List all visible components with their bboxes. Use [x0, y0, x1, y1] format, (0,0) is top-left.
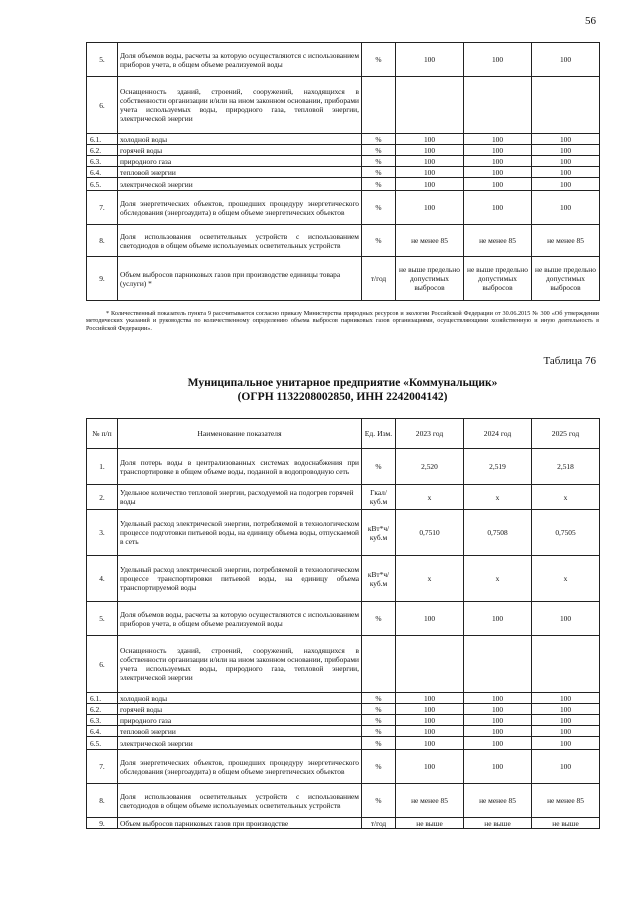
- row-number: 1.: [87, 449, 118, 485]
- value-cell: 100: [532, 191, 600, 225]
- row-number: 3.: [87, 510, 118, 556]
- value-cell: 100: [464, 167, 532, 178]
- indicator-name: Объем выбросов парниковых газов при производстве единицы товара (услуги) *: [118, 257, 362, 301]
- indicator-name: Удельное количество тепловой энергии, расходуемой на подогрев горячей воды: [118, 485, 362, 510]
- row-number: 6.1.: [87, 693, 118, 704]
- value-cell: не выше: [532, 818, 600, 829]
- value-cell: не выше предельно допустимых выбросов: [396, 257, 464, 301]
- value-cell: x: [396, 556, 464, 602]
- value-cell: 100: [464, 726, 532, 737]
- value-cell: 100: [396, 737, 464, 750]
- value-cell: не выше предельно допустимых выбросов: [464, 257, 532, 301]
- column-header-name: Наименование показателя: [118, 419, 362, 449]
- value-cell: 100: [396, 715, 464, 726]
- table-row: [87, 77, 600, 134]
- value-cell: x: [396, 485, 464, 510]
- value-cell: 100: [532, 602, 600, 636]
- table-row: [87, 43, 600, 77]
- unit-cell: %: [362, 602, 396, 636]
- value-cell: 100: [532, 693, 600, 704]
- column-header-number: № п/п: [87, 419, 118, 449]
- table-row: [87, 145, 600, 156]
- table-row: [87, 134, 600, 145]
- page-number: 56: [585, 15, 596, 27]
- table-row: [87, 704, 600, 715]
- table-row: [87, 225, 600, 257]
- value-cell: не выше: [464, 818, 532, 829]
- row-number: 7.: [87, 750, 118, 784]
- indicator-name: горячей воды: [118, 145, 362, 156]
- value-cell: 100: [464, 693, 532, 704]
- row-number: 6.5.: [87, 178, 118, 191]
- value-cell: 100: [532, 750, 600, 784]
- value-cell: 2,519: [464, 449, 532, 485]
- table-row: [87, 726, 600, 737]
- value-cell: [464, 636, 532, 693]
- footnote: * Количественный показатель пункта 9 рассчитывается согласно приказу Министерства природных ресурсов и экологии Российской Федерации от 30.06.2015 № 300 «Об утверждении методических указаний и руководства по количественному определению объема выбросов парниковых газов организациями, осуществляющими хозяйственную и иную деятельность в Российской Федерации».: [86, 310, 599, 332]
- table-row: [87, 737, 600, 750]
- value-cell: 100: [464, 191, 532, 225]
- value-cell: 100: [464, 134, 532, 145]
- row-number: 6.3.: [87, 715, 118, 726]
- indicator-name: природного газа: [118, 156, 362, 167]
- unit-cell: %: [362, 225, 396, 257]
- row-number: 2.: [87, 485, 118, 510]
- row-number: 5.: [87, 43, 118, 77]
- indicator-name: холодной воды: [118, 693, 362, 704]
- unit-cell: %: [362, 693, 396, 704]
- organization-name: Муниципальное унитарное предприятие «Коммунальщик»: [187, 377, 498, 389]
- value-cell: [532, 77, 600, 134]
- row-number: 8.: [87, 225, 118, 257]
- value-cell: [396, 77, 464, 134]
- row-number: 8.: [87, 784, 118, 818]
- unit-cell: %: [362, 715, 396, 726]
- table-row: [87, 693, 600, 704]
- indicator-name: тепловой энергии: [118, 726, 362, 737]
- value-cell: 100: [532, 737, 600, 750]
- value-cell: 100: [532, 178, 600, 191]
- value-cell: x: [532, 485, 600, 510]
- indicator-name: Удельный расход электрической энергии, потребляемой в технологическом процессе транспортировки питьевой воды, на единицу объема транспортируемой воды: [118, 556, 362, 602]
- value-cell: 0,7505: [532, 510, 600, 556]
- unit-cell: %: [362, 43, 396, 77]
- value-cell: 100: [464, 602, 532, 636]
- indicator-name: Доля использования осветительных устройств с использованием светодиодов в общем объеме используемых осветительных устройств: [118, 225, 362, 257]
- row-number: 6.4.: [87, 167, 118, 178]
- value-cell: 100: [396, 167, 464, 178]
- indicator-name: Оснащенность зданий, строений, сооружений, находящихся в собственности организации и/или на ином законном основании, приборами учета используемых воды, природного газа, тепловой энергии, электрической энергии: [118, 636, 362, 693]
- indicator-name: Доля объемов воды, расчеты за которую осуществляются с использованием приборов учета, в общем объеме реализуемой воды: [118, 602, 362, 636]
- indicator-name: Оснащенность зданий, строений, сооружений, находящихся в собственности организации и/или на ином законном основании, приборами учета используемых воды, природного газа, тепловой энергии, электрической энергии: [118, 77, 362, 134]
- row-number: 6.: [87, 636, 118, 693]
- organization-ids: (ОГРН 1132208002850, ИНН 2242004142): [237, 391, 448, 403]
- value-cell: не выше: [396, 818, 464, 829]
- unit-cell: кВт*ч/ куб.м: [362, 510, 396, 556]
- indicator-name: Объем выбросов парниковых газов при производстве: [118, 818, 362, 829]
- indicator-name: горячей воды: [118, 704, 362, 715]
- indicator-name: природного газа: [118, 715, 362, 726]
- value-cell: 100: [396, 726, 464, 737]
- top-table: [86, 42, 600, 301]
- value-cell: 100: [464, 145, 532, 156]
- value-cell: 100: [396, 693, 464, 704]
- table-row: [87, 784, 600, 818]
- row-number: 6.2.: [87, 704, 118, 715]
- table-row: [87, 750, 600, 784]
- row-number: 6.: [87, 77, 118, 134]
- row-number: 9.: [87, 818, 118, 829]
- value-cell: 0,7508: [464, 510, 532, 556]
- value-cell: 100: [532, 726, 600, 737]
- value-cell: 100: [532, 715, 600, 726]
- unit-cell: %: [362, 167, 396, 178]
- unit-cell: [362, 77, 396, 134]
- value-cell: [396, 636, 464, 693]
- table-row: [87, 636, 600, 693]
- table-row: [87, 510, 600, 556]
- value-cell: 100: [396, 750, 464, 784]
- value-cell: 2,520: [396, 449, 464, 485]
- row-number: 6.1.: [87, 134, 118, 145]
- column-header-2025: 2025 год: [532, 419, 600, 449]
- indicator-name: Доля использования осветительных устройств с использованием светодиодов в общем объеме используемых осветительных устройств: [118, 784, 362, 818]
- indicator-name: тепловой энергии: [118, 167, 362, 178]
- page-title: [86, 376, 599, 404]
- value-cell: [464, 77, 532, 134]
- table-row: [87, 257, 600, 301]
- value-cell: не выше предельно допустимых выбросов: [532, 257, 600, 301]
- value-cell: 100: [396, 602, 464, 636]
- value-cell: не менее 85: [396, 225, 464, 257]
- value-cell: 0,7510: [396, 510, 464, 556]
- value-cell: x: [532, 556, 600, 602]
- value-cell: 100: [396, 43, 464, 77]
- value-cell: 100: [396, 134, 464, 145]
- value-cell: не менее 85: [532, 225, 600, 257]
- table-row: [87, 485, 600, 510]
- indicator-name: Доля энергетических объектов, прошедших процедуру энергетического обследования (энергоаудита) в общем объеме энергетических объектов: [118, 191, 362, 225]
- unit-cell: Гкал/ куб.м: [362, 485, 396, 510]
- value-cell: 100: [396, 145, 464, 156]
- indicator-name: Удельный расход электрической энергии, потребляемой в технологическом процессе подготовки питьевой воды, на единицу объема воды, отпускаемой в сеть: [118, 510, 362, 556]
- unit-cell: %: [362, 704, 396, 715]
- column-header-unit: Ед. Изм.: [362, 419, 396, 449]
- indicator-name: электрической энергии: [118, 178, 362, 191]
- table-label: Таблица 76: [543, 355, 596, 367]
- table-row: [87, 556, 600, 602]
- unit-cell: %: [362, 449, 396, 485]
- row-number: 4.: [87, 556, 118, 602]
- unit-cell: %: [362, 156, 396, 167]
- value-cell: не менее 85: [396, 784, 464, 818]
- value-cell: x: [464, 556, 532, 602]
- unit-cell: т/год: [362, 257, 396, 301]
- value-cell: 100: [532, 156, 600, 167]
- value-cell: 100: [464, 43, 532, 77]
- unit-cell: %: [362, 750, 396, 784]
- value-cell: 100: [396, 191, 464, 225]
- table-row: [87, 715, 600, 726]
- value-cell: 100: [464, 156, 532, 167]
- row-number: 6.4.: [87, 726, 118, 737]
- value-cell: 100: [464, 715, 532, 726]
- indicator-name: Доля потерь воды в централизованных системах водоснабжения при транспортировке в общем объеме воды, поданной в водопроводную сеть: [118, 449, 362, 485]
- unit-cell: %: [362, 737, 396, 750]
- value-cell: 100: [396, 156, 464, 167]
- unit-cell: т/год: [362, 818, 396, 829]
- unit-cell: %: [362, 134, 396, 145]
- row-number: 5.: [87, 602, 118, 636]
- unit-cell: %: [362, 726, 396, 737]
- value-cell: 2,518: [532, 449, 600, 485]
- table-row: [87, 167, 600, 178]
- unit-cell: %: [362, 191, 396, 225]
- table-row: [87, 818, 600, 829]
- value-cell: 100: [532, 134, 600, 145]
- table-row: [87, 449, 600, 485]
- value-cell: 100: [532, 43, 600, 77]
- unit-cell: %: [362, 784, 396, 818]
- row-number: 6.3.: [87, 156, 118, 167]
- table-header-row: [87, 419, 600, 449]
- value-cell: x: [464, 485, 532, 510]
- unit-cell: [362, 636, 396, 693]
- row-number: 6.5.: [87, 737, 118, 750]
- row-number: 6.2.: [87, 145, 118, 156]
- table-row: [87, 178, 600, 191]
- value-cell: 100: [464, 737, 532, 750]
- value-cell: 100: [532, 704, 600, 715]
- row-number: 9.: [87, 257, 118, 301]
- value-cell: не менее 85: [464, 225, 532, 257]
- value-cell: 100: [464, 750, 532, 784]
- value-cell: 100: [464, 704, 532, 715]
- indicators-table: [86, 418, 600, 829]
- indicator-name: электрической энергии: [118, 737, 362, 750]
- unit-cell: кВт*ч/ куб.м: [362, 556, 396, 602]
- value-cell: 100: [396, 178, 464, 191]
- indicator-name: холодной воды: [118, 134, 362, 145]
- value-cell: [532, 636, 600, 693]
- table-row: [87, 191, 600, 225]
- value-cell: 100: [532, 145, 600, 156]
- value-cell: 100: [396, 704, 464, 715]
- column-header-2023: 2023 год: [396, 419, 464, 449]
- value-cell: 100: [464, 178, 532, 191]
- value-cell: не менее 85: [532, 784, 600, 818]
- indicator-name: Доля объемов воды, расчеты за которую осуществляются с использованием приборов учета, в общем объеме реализуемой воды: [118, 43, 362, 77]
- unit-cell: %: [362, 145, 396, 156]
- value-cell: 100: [532, 167, 600, 178]
- table-row: [87, 156, 600, 167]
- row-number: 7.: [87, 191, 118, 225]
- unit-cell: %: [362, 178, 396, 191]
- column-header-2024: 2024 год: [464, 419, 532, 449]
- value-cell: не менее 85: [464, 784, 532, 818]
- indicator-name: Доля энергетических объектов, прошедших процедуру энергетического обследования (энергоаудита) в общем объеме энергетических объектов: [118, 750, 362, 784]
- table-row: [87, 602, 600, 636]
